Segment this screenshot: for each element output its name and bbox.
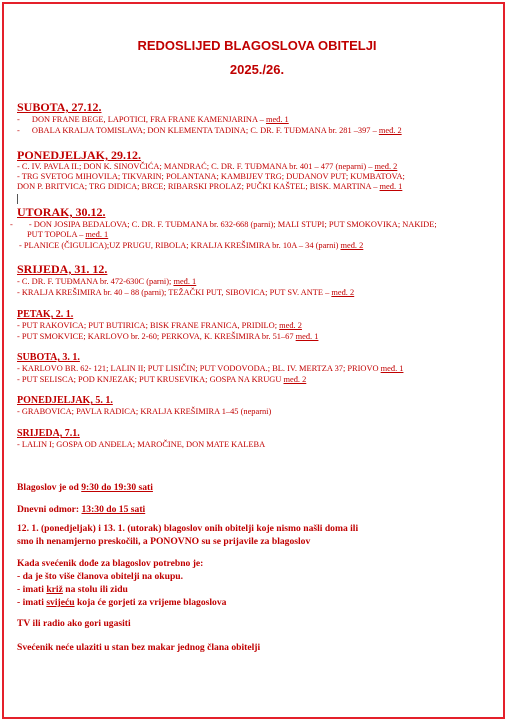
day-line (19, 241, 363, 251)
priest-label: međ. 2 (331, 288, 355, 297)
day-heading-petak-2: PETAK, 2. 1. (17, 309, 74, 320)
line-text: - KRALJA KREŠIMIRA br. 40 – 88 (parni); TEŽAČKI PUT, SIBOVICA; PUT SV. ANTE – (17, 288, 332, 297)
day-line (17, 277, 196, 287)
requirement-item: - da je što više članova obitelji na okupu. (17, 571, 184, 582)
line-prefix: - (17, 115, 20, 124)
daily-break (17, 503, 145, 516)
line-text: - GRABOVICA; PAVLA RADICA; KRALJA KREŠIMIRA 1–45 (neparni) (17, 407, 272, 416)
blessing-hours-value: 9:30 do 19:30 sati (81, 482, 153, 493)
requirement-text: na stolu ili zidu (62, 584, 128, 595)
day-line (27, 230, 108, 240)
repeat-note-line: 12. 1. (ponedjeljak) i 13. 1. (utorak) blagoslov onih obitelji koje nismo našli doma ili (17, 523, 359, 534)
line-text: OBALA KRALJA TOMISLAVA; DON KLEMENTA TADINA; C. DR. F. TUĐMANA br. 281 –397 – (31, 126, 379, 135)
day-line (17, 115, 289, 125)
priest-label: međ. 2 (340, 241, 364, 250)
day-line (17, 182, 402, 192)
day-line (17, 407, 271, 417)
line-prefix: - (10, 220, 13, 229)
priest-label: međ. 1 (85, 230, 109, 239)
priest-label: međ. 1 (379, 182, 403, 191)
priest-label: međ. 2 (283, 375, 307, 384)
day-line (17, 332, 318, 342)
repeat-note-text: su se prijavile za blagoslov (199, 536, 311, 547)
priest-label: međ. 1 (173, 277, 197, 286)
line-text: PUT TOPOLA – (27, 230, 86, 239)
day-heading-ponedjeljak-5: PONEDJELJAK, 5. 1. (17, 395, 113, 406)
day-line (10, 220, 437, 230)
day-line (17, 364, 403, 374)
requirements-list (17, 557, 226, 609)
closing-note: Svećenik neće ulaziti u stan bez makar jednog člana obitelji (17, 642, 261, 653)
priest-label: međ. 1 (380, 364, 404, 373)
line-text: - PUT RAKOVICA; PUT BUTIRICA; BISK FRANE FRANICA, PRIDILO; (17, 321, 280, 330)
repeat-note-line (17, 535, 358, 548)
day-heading-utorak-30: UTORAK, 30.12. (17, 205, 106, 219)
line-text: - LALIN I; GOSPA OD ANĐELA; MAROČINE, DON MATE KALEBA (17, 440, 266, 449)
day-heading-srijeda-7: SRIJEDA, 7.1. (17, 428, 80, 439)
line-text: - PUT SELISCA; POD KNJEZAK; PUT KRUSEVIKA; GOSPA NA KRUGU (17, 375, 284, 384)
repeat-note-emphasis: PONOVNO (150, 536, 200, 547)
priest-label: međ. 2 (378, 126, 402, 135)
line-text: - C. DR. F. TUĐMANA br. 472-630C (parni); (17, 277, 174, 286)
requirement-item (17, 583, 226, 596)
line-text: - PUT SMOKVICE; KARLOVO br. 2-60; PERKOVA, K. KREŠIMIRA br. 51–67 (17, 332, 296, 341)
day-line (17, 321, 302, 331)
line-text: - KARLOVO BR. 62- 121; LALIN II; PUT LISIČIN; PUT VODOVODA.; BL. IV. MERTZA 37; PRIOVO (17, 364, 381, 373)
priest-label: međ. 2 (374, 162, 398, 171)
priest-label: međ. 2 (279, 321, 302, 330)
line-text: - PLANICE (ČIGULICA);UZ PRUGU, RIBOLA; KRALJA KREŠIMIRA br. 10A – 34 (parni) (19, 241, 341, 250)
day-line (17, 162, 397, 172)
day-heading-srijeda-31: SRIJEDA, 31. 12. (17, 262, 108, 276)
day-line (17, 126, 402, 136)
line-text: - TRG SVETOG MIHOVILA; TIKVARIN; POLANTANA; KAMBIJEV TRG; DUDANOV PUT; KUMBATOVA; (17, 172, 405, 181)
requirement-text: koja će gorjeti za vrijeme blagoslova (74, 597, 227, 608)
daily-break-value: 13:30 do 15 sati (81, 504, 146, 515)
line-text: DON P. BRITVICA; TRG DIDICA; BRCE; RIBARSKI PROLAZ; PUČKI KAŠTEL; BISK. MARTINA – (17, 182, 380, 191)
blessing-hours-label: Blagoslov je od (17, 482, 82, 493)
requirement-text: - imati (17, 597, 47, 608)
day-line (17, 375, 306, 385)
repeat-note-text: smo ih nenamjerno preskočili, a (17, 536, 151, 547)
page-subtitle-year: 2025./26. (229, 62, 285, 77)
line-text: DON FRANE BEGE, LAPOTICI, FRA FRANE KAMENJARINA – (31, 115, 266, 124)
repeat-days-note (17, 522, 358, 548)
day-line (17, 288, 354, 298)
day-heading-subota-3: SUBOTA, 3. 1. (17, 352, 80, 363)
day-heading-subota-27: SUBOTA, 27.12. (17, 100, 102, 114)
day-line (17, 172, 405, 182)
priest-label: međ. 1 (265, 115, 289, 124)
line-prefix: - (17, 126, 20, 135)
day-heading-ponedjeljak-29: PONEDJELJAK, 29.12. (17, 148, 142, 162)
line-text: - C. IV. PAVLA II.; DON K. SINOVČIĆA; MANDRAĆ; C. DR. F. TUĐMANA br. 401 – 477 (neparni) – (17, 162, 375, 171)
requirement-keyword: svijeću (46, 597, 75, 608)
requirement-keyword: križ (46, 584, 63, 595)
priest-label: međ. 1 (295, 332, 319, 341)
requirements-intro: Kada svećenik dođe za blagoslov potrebno je: (17, 558, 204, 569)
requirement-item (17, 596, 226, 609)
day-line (17, 440, 265, 450)
page-title: REDOSLIJED BLAGOSLOVA OBITELJI (137, 38, 377, 53)
tv-radio-note: TV ili radio ako gori ugasiti (17, 618, 131, 629)
requirement-text: - imati (17, 584, 47, 595)
line-text: - DON JOSIPA BEDALOVA; C. DR. F. TUĐMANA br. 632-668 (parni); MALI STUPI; PUT SMOKOVIKA; NAKIDE; (28, 220, 437, 229)
text-cursor (17, 194, 18, 204)
daily-break-label: Dnevni odmor: (17, 504, 82, 515)
blessing-hours (17, 481, 153, 494)
